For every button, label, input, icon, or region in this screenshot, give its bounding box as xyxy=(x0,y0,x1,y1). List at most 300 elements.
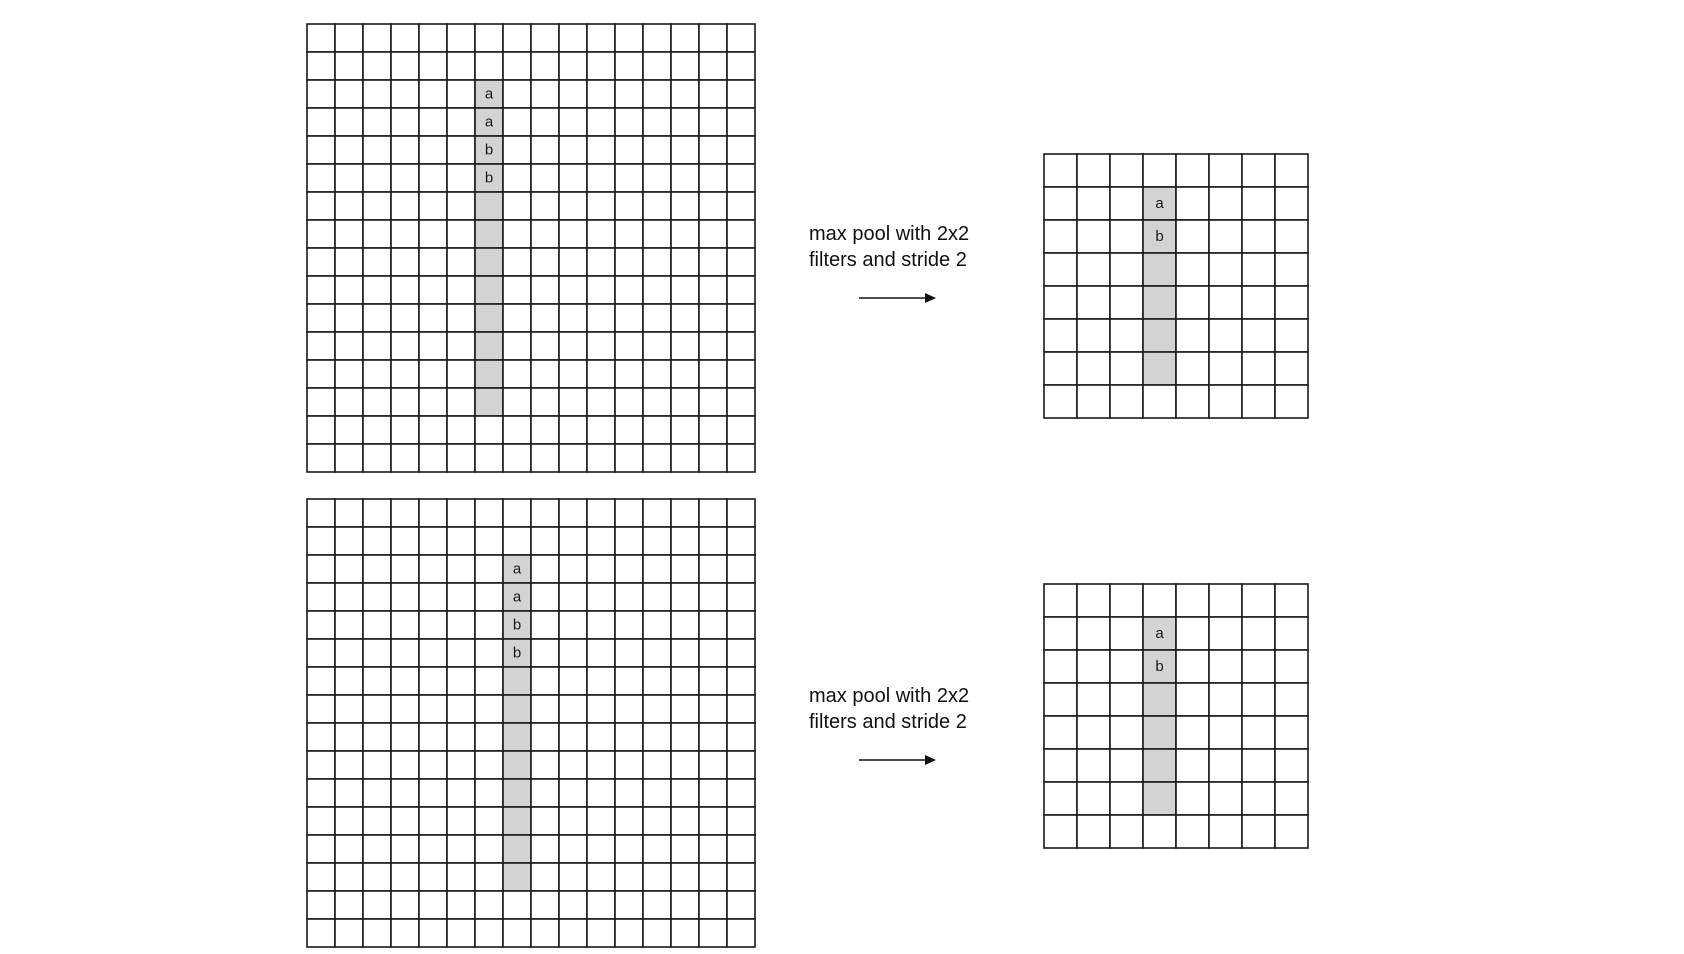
grid-cell xyxy=(335,304,363,332)
operation-label-line1: max pool with 2x2 xyxy=(809,685,970,707)
grid-cell xyxy=(699,919,727,947)
input-grid-top xyxy=(307,24,755,472)
grid-cell xyxy=(699,360,727,388)
grid-cell xyxy=(391,80,419,108)
grid-cell xyxy=(419,639,447,667)
grid-cell xyxy=(447,555,475,583)
grid-cell xyxy=(727,611,755,639)
grid-cell xyxy=(447,80,475,108)
grid-cell xyxy=(643,779,671,807)
grid-cell xyxy=(587,80,615,108)
grid-cell xyxy=(727,304,755,332)
grid-cell xyxy=(503,304,531,332)
grid-cell xyxy=(559,360,587,388)
grid-cell xyxy=(531,444,559,472)
grid-cell xyxy=(559,919,587,947)
grid-cell xyxy=(615,220,643,248)
grid-cell xyxy=(391,583,419,611)
grid-cell xyxy=(531,695,559,723)
grid-cell xyxy=(363,248,391,276)
grid-cell xyxy=(699,52,727,80)
grid-cell xyxy=(671,388,699,416)
grid-cell xyxy=(587,891,615,919)
grid-cell xyxy=(1209,683,1242,716)
grid-cell xyxy=(447,332,475,360)
grid-cell xyxy=(1044,220,1077,253)
grid-cell xyxy=(615,807,643,835)
grid-cell xyxy=(643,723,671,751)
grid-cell xyxy=(559,276,587,304)
grid-cell xyxy=(363,192,391,220)
grid-cell xyxy=(1176,352,1209,385)
grid-cell xyxy=(475,891,503,919)
grid-cell xyxy=(699,388,727,416)
cell-label: a xyxy=(512,560,522,578)
grid-cell xyxy=(1242,319,1275,352)
grid-cell xyxy=(1209,584,1242,617)
grid-cell xyxy=(503,499,531,527)
grid-cell xyxy=(1176,815,1209,848)
grid-cell xyxy=(307,108,335,136)
grid-cell xyxy=(559,304,587,332)
grid-cell xyxy=(531,52,559,80)
grid-cell xyxy=(531,304,559,332)
grid-cell xyxy=(1209,815,1242,848)
grid-cell xyxy=(531,136,559,164)
grid-cell xyxy=(1110,319,1143,352)
grid-cell xyxy=(671,667,699,695)
grid-cell xyxy=(363,527,391,555)
grid-cell xyxy=(1110,749,1143,782)
grid-cell xyxy=(447,583,475,611)
grid-cell xyxy=(1176,319,1209,352)
grid-cell xyxy=(391,248,419,276)
grid-cell xyxy=(307,751,335,779)
cell-label: b xyxy=(1155,228,1164,245)
grid-cell xyxy=(475,667,503,695)
grid-cell xyxy=(643,695,671,723)
grid-cell xyxy=(1209,617,1242,650)
grid-cell-shaded xyxy=(475,220,503,248)
grid-cell xyxy=(363,779,391,807)
grid-cell xyxy=(727,108,755,136)
grid-cell xyxy=(559,80,587,108)
grid-cell-shaded xyxy=(475,192,503,220)
grid-cell xyxy=(615,304,643,332)
grid-cell xyxy=(335,220,363,248)
grid-cell xyxy=(587,499,615,527)
grid-cell xyxy=(1044,385,1077,418)
grid-cell xyxy=(643,891,671,919)
grid-cell xyxy=(503,388,531,416)
grid-cell xyxy=(615,751,643,779)
grid-cell xyxy=(643,527,671,555)
grid-cell xyxy=(1176,584,1209,617)
grid-cell xyxy=(727,583,755,611)
grid-cell xyxy=(307,24,335,52)
grid-cell xyxy=(447,164,475,192)
grid-cell xyxy=(559,416,587,444)
grid-cell xyxy=(419,192,447,220)
grid-cell xyxy=(643,751,671,779)
grid-cell xyxy=(699,863,727,891)
grid-cell xyxy=(531,919,559,947)
grid-cell xyxy=(391,611,419,639)
grid-cell xyxy=(643,164,671,192)
cell-label: b xyxy=(1155,658,1164,675)
grid-cell xyxy=(475,52,503,80)
grid-cell xyxy=(363,416,391,444)
grid-cell xyxy=(1242,154,1275,187)
grid-cell xyxy=(419,751,447,779)
grid-cell xyxy=(1209,286,1242,319)
grid-cell xyxy=(419,136,447,164)
grid-cell xyxy=(447,919,475,947)
grid-cell xyxy=(1044,319,1077,352)
grid-cell xyxy=(503,248,531,276)
right-arrow-icon xyxy=(859,755,936,765)
grid-cell xyxy=(671,136,699,164)
grid-cell xyxy=(1110,286,1143,319)
grid-cell xyxy=(643,416,671,444)
grid-cell xyxy=(531,192,559,220)
grid-cell xyxy=(363,304,391,332)
grid-cell xyxy=(699,807,727,835)
grid-cell xyxy=(335,444,363,472)
grid-cell xyxy=(615,919,643,947)
grid-cell xyxy=(447,248,475,276)
grid-cell xyxy=(307,276,335,304)
grid-cell xyxy=(419,220,447,248)
grid-cell xyxy=(1176,154,1209,187)
grid-cell xyxy=(559,527,587,555)
grid-cell xyxy=(727,723,755,751)
grid-cell xyxy=(503,276,531,304)
grid-cell xyxy=(699,220,727,248)
grid-cell xyxy=(363,24,391,52)
grid-cell xyxy=(447,192,475,220)
grid-cell xyxy=(1275,683,1308,716)
grid-cell xyxy=(671,751,699,779)
grid-cell xyxy=(363,332,391,360)
grid-cell xyxy=(447,751,475,779)
grid-cell xyxy=(727,527,755,555)
grid-cell xyxy=(587,863,615,891)
grid-cell xyxy=(587,527,615,555)
grid-cell xyxy=(475,695,503,723)
grid-cell xyxy=(307,416,335,444)
grid-cell xyxy=(587,695,615,723)
grid-cell xyxy=(475,24,503,52)
grid-cell xyxy=(391,723,419,751)
grid-cell xyxy=(391,863,419,891)
grid-cell xyxy=(643,332,671,360)
grid-cell xyxy=(615,527,643,555)
grid-cell xyxy=(335,360,363,388)
grid-cell xyxy=(419,360,447,388)
grid-cell xyxy=(587,444,615,472)
grid-cell xyxy=(475,779,503,807)
grid-cell xyxy=(1242,220,1275,253)
grid-cell xyxy=(475,611,503,639)
grid-cell xyxy=(671,891,699,919)
grid-cell xyxy=(559,779,587,807)
grid-cell xyxy=(307,891,335,919)
grid-cell xyxy=(559,751,587,779)
grid-cell xyxy=(447,52,475,80)
grid-cell xyxy=(643,444,671,472)
grid-cell xyxy=(727,80,755,108)
grid-cell xyxy=(307,332,335,360)
grid-cell xyxy=(699,639,727,667)
grid-cell xyxy=(1275,749,1308,782)
grid-cell xyxy=(615,667,643,695)
grid-cell xyxy=(503,891,531,919)
grid-cell-shaded xyxy=(475,360,503,388)
grid-cell xyxy=(391,444,419,472)
grid-cell xyxy=(475,555,503,583)
grid-cell xyxy=(1044,154,1077,187)
grid-cell xyxy=(727,276,755,304)
grid-cell xyxy=(587,751,615,779)
grid-cell xyxy=(699,555,727,583)
grid-cell xyxy=(643,52,671,80)
grid-cell xyxy=(671,807,699,835)
grid-cell xyxy=(1077,187,1110,220)
grid-cell xyxy=(475,583,503,611)
grid-cell xyxy=(363,164,391,192)
grid-cell xyxy=(699,80,727,108)
grid-cell xyxy=(447,24,475,52)
grid-cell-shaded xyxy=(1143,319,1176,352)
grid-cell xyxy=(671,835,699,863)
grid-cell xyxy=(727,779,755,807)
grid-cell xyxy=(1143,154,1176,187)
grid-cell xyxy=(531,611,559,639)
grid-cell xyxy=(447,444,475,472)
grid-cell xyxy=(419,555,447,583)
grid-cell xyxy=(447,611,475,639)
grid-cell xyxy=(587,276,615,304)
grid-cell xyxy=(727,863,755,891)
grid-cell xyxy=(587,304,615,332)
grid-cell xyxy=(1176,782,1209,815)
grid-cell xyxy=(363,611,391,639)
grid-cell xyxy=(615,779,643,807)
grid-cell xyxy=(503,919,531,947)
grid-cell xyxy=(559,667,587,695)
pooling-operation-top xyxy=(809,223,969,303)
grid-cell xyxy=(643,863,671,891)
grid-cell xyxy=(1275,220,1308,253)
grid-cell xyxy=(475,835,503,863)
cell-label: b xyxy=(512,644,522,662)
grid-cell xyxy=(699,527,727,555)
grid-cell xyxy=(307,835,335,863)
grid-cell xyxy=(643,220,671,248)
grid-cell-shaded xyxy=(503,695,531,723)
grid-cell xyxy=(615,695,643,723)
grid-cell xyxy=(363,583,391,611)
grid-cell xyxy=(363,639,391,667)
grid-cell-shaded xyxy=(1143,716,1176,749)
grid-cell xyxy=(671,723,699,751)
grid-cell xyxy=(447,220,475,248)
grid-cell xyxy=(671,583,699,611)
grid-cell xyxy=(335,779,363,807)
grid-cell xyxy=(391,304,419,332)
grid-cell xyxy=(1044,683,1077,716)
grid-cell xyxy=(643,276,671,304)
grid-cell xyxy=(587,667,615,695)
grid-cell xyxy=(727,164,755,192)
grid-cell xyxy=(699,276,727,304)
grid-cell xyxy=(419,779,447,807)
grid-cell xyxy=(363,891,391,919)
grid-cell xyxy=(531,416,559,444)
grid-cell xyxy=(391,276,419,304)
grid-cell xyxy=(419,276,447,304)
cell-label: b xyxy=(484,141,494,159)
cell-label: b xyxy=(512,616,522,634)
grid-cell xyxy=(391,499,419,527)
grid-cell xyxy=(643,555,671,583)
grid-cell xyxy=(503,332,531,360)
grid-cell xyxy=(447,388,475,416)
grid-cell xyxy=(559,723,587,751)
grid-cell xyxy=(1077,352,1110,385)
grid-cell xyxy=(531,108,559,136)
grid-cell-shaded xyxy=(1143,352,1176,385)
grid-cell-shaded xyxy=(475,388,503,416)
grid-cell xyxy=(447,136,475,164)
grid-cell xyxy=(307,136,335,164)
grid-cell xyxy=(587,108,615,136)
grid-cell xyxy=(363,667,391,695)
grid-cell xyxy=(587,779,615,807)
grid-cell xyxy=(419,611,447,639)
grid-cell xyxy=(307,248,335,276)
grid-cell xyxy=(475,863,503,891)
grid-cell-shaded xyxy=(475,248,503,276)
grid-cell xyxy=(1275,617,1308,650)
grid-cell xyxy=(307,919,335,947)
grid-cell xyxy=(671,108,699,136)
grid-cell xyxy=(615,192,643,220)
grid-cell xyxy=(419,444,447,472)
grid-cell xyxy=(559,24,587,52)
grid-cell xyxy=(615,360,643,388)
grid-cell-shaded xyxy=(503,723,531,751)
grid-cell xyxy=(559,248,587,276)
grid-cell xyxy=(699,164,727,192)
grid-cell xyxy=(1110,782,1143,815)
grid-cell xyxy=(391,751,419,779)
grid-cell xyxy=(615,388,643,416)
grid-cell xyxy=(419,332,447,360)
grid-cell xyxy=(531,863,559,891)
grid-cell xyxy=(419,80,447,108)
grid-cell xyxy=(363,723,391,751)
grid-cell xyxy=(447,779,475,807)
grid-cell xyxy=(587,835,615,863)
grid-cell xyxy=(391,24,419,52)
grid-cell xyxy=(475,416,503,444)
grid-cell-shaded xyxy=(503,835,531,863)
grid-cell xyxy=(559,332,587,360)
grid-cell xyxy=(335,667,363,695)
grid-cell xyxy=(1242,187,1275,220)
grid-cell xyxy=(671,919,699,947)
grid-cell-shaded xyxy=(1143,683,1176,716)
grid-cell xyxy=(727,891,755,919)
grid-cell xyxy=(587,919,615,947)
grid-cell xyxy=(307,863,335,891)
grid-cell xyxy=(335,639,363,667)
grid-cell xyxy=(503,527,531,555)
grid-cell-shaded xyxy=(503,667,531,695)
grid-cell xyxy=(615,555,643,583)
grid-cell-shaded xyxy=(1143,782,1176,815)
grid-cell xyxy=(363,80,391,108)
grid-cell xyxy=(615,611,643,639)
grid-cell xyxy=(1077,650,1110,683)
grid-cell xyxy=(531,583,559,611)
grid-cell xyxy=(531,723,559,751)
grid-cell xyxy=(1044,650,1077,683)
grid-cell xyxy=(531,80,559,108)
grid-cell xyxy=(643,835,671,863)
grid-cell xyxy=(419,667,447,695)
grid-cell xyxy=(727,220,755,248)
grid-cell xyxy=(559,639,587,667)
grid-cell xyxy=(1242,385,1275,418)
grid-cell xyxy=(727,24,755,52)
grid-cell xyxy=(307,220,335,248)
grid-cell-shaded xyxy=(475,304,503,332)
grid-cell xyxy=(1242,617,1275,650)
pooling-operation-bottom xyxy=(809,685,969,765)
grid-cell xyxy=(335,919,363,947)
grid-cell xyxy=(363,388,391,416)
grid-cell xyxy=(559,108,587,136)
grid-cell xyxy=(335,416,363,444)
grid-cell xyxy=(1077,749,1110,782)
grid-cell xyxy=(1077,286,1110,319)
grid-cell xyxy=(335,583,363,611)
grid-cell xyxy=(363,919,391,947)
grid-cell xyxy=(391,695,419,723)
grid-cell xyxy=(531,891,559,919)
grid-cell xyxy=(671,80,699,108)
grid-cell xyxy=(1077,154,1110,187)
grid-cell xyxy=(307,779,335,807)
grid-cell xyxy=(1077,683,1110,716)
grid-cell xyxy=(559,807,587,835)
grid-cell xyxy=(1275,815,1308,848)
grid-cell xyxy=(1275,154,1308,187)
grid-cell xyxy=(671,555,699,583)
grid-cell xyxy=(391,835,419,863)
grid-cell xyxy=(1044,749,1077,782)
grid-cell xyxy=(419,723,447,751)
grid-cell xyxy=(615,332,643,360)
grid-cell-shaded xyxy=(503,751,531,779)
grid-cell xyxy=(559,835,587,863)
grid-cell xyxy=(615,24,643,52)
grid-cell xyxy=(643,667,671,695)
grid-cell xyxy=(727,416,755,444)
